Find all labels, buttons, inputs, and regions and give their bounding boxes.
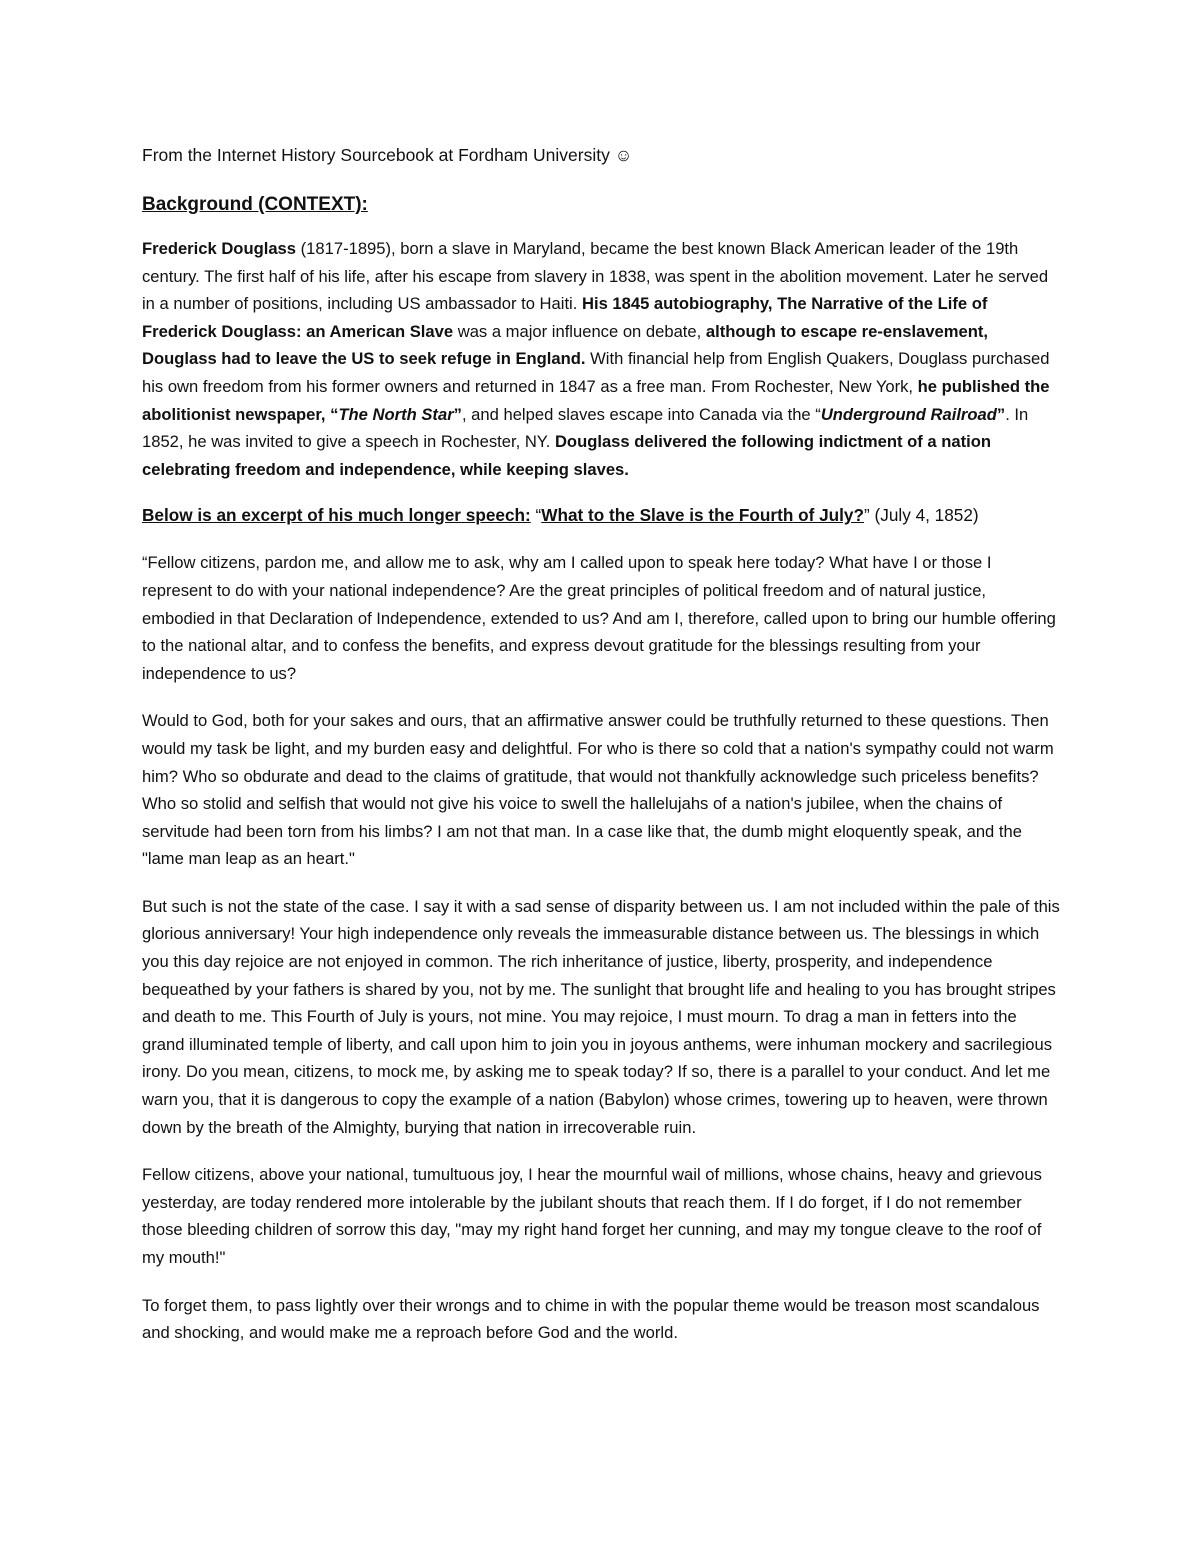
background-heading: Background (CONTEXT):: [142, 194, 368, 215]
newspaper-close-quote: ”: [453, 404, 462, 424]
newspaper-title: The North Star: [338, 404, 454, 424]
background-text-2: was a major influence on debate,: [453, 321, 706, 341]
refuge-note: although to escape re-enslavement, Douglass had to leave the US to seek refuge in England.: [142, 321, 989, 369]
author-name: Frederick Douglass: [142, 239, 297, 258]
document-page: [142, 141, 1060, 1367]
railroad-close-quote: ”: [996, 404, 1006, 424]
excerpt-close-quote: ”: [864, 505, 870, 526]
background-paragraph: [142, 235, 1060, 483]
newspaper-note: he published the abolitionist newspaper, “: [142, 376, 1050, 424]
excerpt-open-quote: “: [530, 505, 542, 526]
source-line: From the Internet History Sourcebook at Fordham University ☺: [142, 145, 633, 165]
speech-paragraph: Fellow citizens, above your national, tumultuous joy, I hear the mournful wail of millions, whose chains, heavy and grievous yesterday, are today rendered more intolerable by the jubilant shouts that reach them. If I do forget, if I do not remember those bleeding children of sorrow this day, "may my right hand forget her cunning, and may my tongue cleave to the roof of my mouth!": [142, 1165, 1042, 1267]
background-text-5: . In 1852, he was invited to give a speech in Rochester, NY.: [142, 404, 1029, 452]
background-text-1: (1817-1895), born a slave in Maryland, became the best known Black American leader of the 19th century. The first half of his life, after his escape from slavery in 1838, was spent in the abolition movement. Later he served in a number of positions, including US ambassador to Haiti.: [142, 239, 1049, 314]
speech-paragraph: To forget them, to pass lightly over their wrongs and to chime in with the popular theme would be treason most scandalous and shocking, and would make me a reproach before God and the world.: [142, 1295, 1040, 1343]
excerpt-lead: Below is an excerpt of his much longer speech:: [142, 505, 531, 526]
speech-paragraph: “Fellow citizens, pardon me, and allow me to ask, why am I called upon to speak here today? What have I or those I represent to do with your national independence? Are the great principles of political freedom and of natural justice, embodied in that Declaration of Independence, extended to us? And am I, therefore, called upon to bring our humble offering to the national altar, and to confess the benefits, and express devout gratitude for the blessings resulting from your independence to us?: [142, 553, 1056, 683]
railroad-title: Underground Railroad: [820, 404, 997, 424]
autobiography-note: His 1845 autobiography, The Narrative of the Life of Frederick Douglass: an American Slave: [142, 294, 988, 341]
speech-paragraph: Would to God, both for your sakes and ours, that an affirmative answer could be truthfully returned to these questions. Then would my task be light, and my burden easy and delightful. For who is there so cold that a nation's sympathy could not warm him? Who so obdurate and dead to the claims of gratitude, that would not thankfully acknowledge such priceless benefits? Who so stolid and selfish that would not give his voice to swell the hallelujahs of a nation's jubilee, when the chains of servitude had been torn from his limbs? I am not that man. In a case like that, the dumb might eloquently speak, and the "lame man leap as an heart.": [142, 711, 1054, 869]
background-text-3: With financial help from English Quakers, Douglass purchased his own freedom from his former owners and returned in 1847 as a free man. From Rochester, New York,: [142, 349, 1050, 396]
speech-title: What to the Slave is the Fourth of July?: [541, 505, 864, 526]
background-text-4: , and helped slaves escape into Canada via the “: [461, 404, 821, 424]
speech-paragraph: But such is not the state of the case. I say it with a sad sense of disparity between us. I am not included within the pale of this glorious anniversary! Your high independence only reveals the immeasurable distance between us. The blessings in which you this day rejoice are not enjoyed in common. The rich inheritance of justice, liberty, prosperity, and independence bequeathed by your fathers is shared by you, not by me. The sunlight that brought life and healing to you has brought stripes and death to me. This Fourth of July is yours, not mine. You may rejoice, I must mourn. To drag a man in fetters into the grand illuminated temple of liberty, and call upon him to join you in joyous anthems, were inhuman mockery and sacrilegious irony. Do you mean, citizens, to mock me, by asking me to speak today? If so, there is a parallel to your conduct. And let me warn you, that it is dangerous to copy the example of a nation (Babylon) whose crimes, towering up to heaven, were thrown down by the breath of the Almighty, burying that nation in irrecoverable ruin.: [142, 896, 1060, 1137]
indictment-note: Douglass delivered the following indictment of a nation celebrating freedom and independence, while keeping slaves.: [142, 432, 992, 479]
excerpt-heading: [142, 501, 1060, 529]
speech-date: (July 4, 1852): [869, 505, 979, 526]
